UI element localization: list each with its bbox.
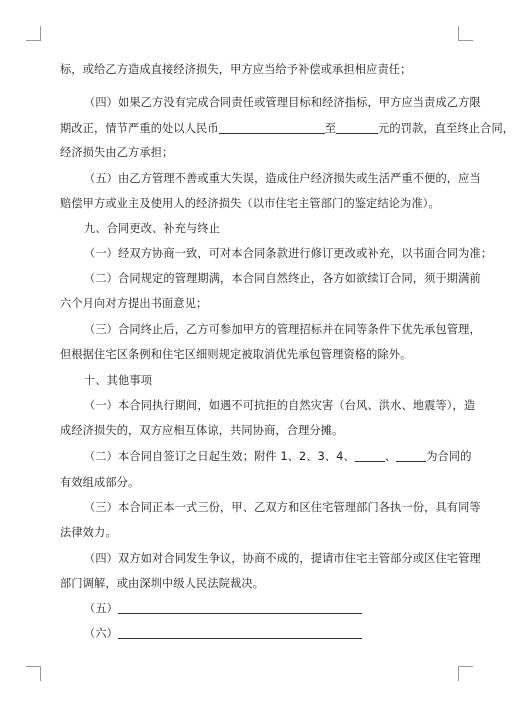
text-segment: 、 <box>384 450 397 463</box>
text-line: 经济损失由乙方承担； <box>60 146 174 159</box>
text-line-with-blanks <box>60 122 514 136</box>
amount-blank-field[interactable] <box>219 122 325 134</box>
text-line: （四）如果乙方没有完成合同责任或管理目标和经济指标，甲方应当责成乙方限 <box>84 96 481 109</box>
text-segment: 元的罚款，直至终止合同， <box>378 122 514 135</box>
text-line: （四）双方如对合同发生争议，协商不成的，提请市住宅主管部分或区住宅管理 <box>84 552 481 565</box>
text-segment: （五） <box>84 602 119 615</box>
text-line: （三）合同终止后，乙方可参加甲方的管理招标并在同等条件下优先承包管理， <box>84 323 481 336</box>
text-line: （一）本合同执行期间，如遇不可抗拒的自然灾害（台风、洪水、地震等），造 <box>84 399 476 412</box>
text-line: 部门调解，或由深圳中级人民法院裁决。 <box>60 577 265 590</box>
text-line: 标，或给乙方造成直接经济损失，甲方应当给予补偿或承担相应责任； <box>60 63 412 76</box>
clause-blank-field[interactable] <box>118 627 362 639</box>
crop-mark-bottom-left <box>26 666 41 681</box>
text-line-with-blank <box>84 602 450 616</box>
text-line: 赔偿甲方或业主及使用人的经济损失（以市住宅主管部门的鉴定结论为准）。 <box>60 197 440 210</box>
text-line: （二）合同规定的管理期满，本合同自然终止，各方如欲续订合同，须于期满前 <box>84 272 481 285</box>
amount-blank-field[interactable] <box>336 122 378 134</box>
attachment-blank-field[interactable] <box>355 450 385 462</box>
crop-mark-top-left <box>26 26 41 41</box>
text-line: （一）经双方协商一致，可对本合同条款进行修订更改或补充，以书面合同为准； <box>84 247 493 260</box>
text-line: （五）由乙方管理不善或重大失误，造成住户经济损失或生活严重不便的，应当 <box>84 172 481 185</box>
clause-blank-field[interactable] <box>118 602 362 614</box>
text-line: 但根据住宅区条例和住宅区细则规定被取消优先承包管理资格的除外。 <box>60 348 412 361</box>
attachment-blank-field[interactable] <box>396 450 426 462</box>
text-segment: 至 <box>324 122 337 135</box>
text-line: 成经济损失的，双方应相互体谅，共同协商，合理分摊。 <box>60 424 344 437</box>
text-line-with-blank <box>84 627 450 641</box>
text-line: （三）本合同正本一式三份，甲、乙双方和区住宅管理部门各执一份，具有同等 <box>84 501 481 514</box>
text-line-with-blanks <box>84 450 472 464</box>
text-line: 有效组成部分。 <box>60 476 140 489</box>
text-segment: （六） <box>84 627 119 640</box>
section-heading: 九、合同更改、补充与终止 <box>84 222 221 235</box>
text-segment: （二）本合同自签订之日起生效；附件 1、2、3、4、 <box>84 450 355 463</box>
section-heading: 十、其他事项 <box>84 374 153 387</box>
crop-mark-top-right <box>458 26 473 41</box>
text-line: 法律效力。 <box>60 526 117 539</box>
text-line: 六个月向对方提出书面意见； <box>60 297 208 310</box>
text-segment: 期改正，情节严重的处以人民币 <box>60 122 219 135</box>
text-segment: 为合同的 <box>426 450 472 463</box>
crop-mark-bottom-right <box>458 666 473 681</box>
